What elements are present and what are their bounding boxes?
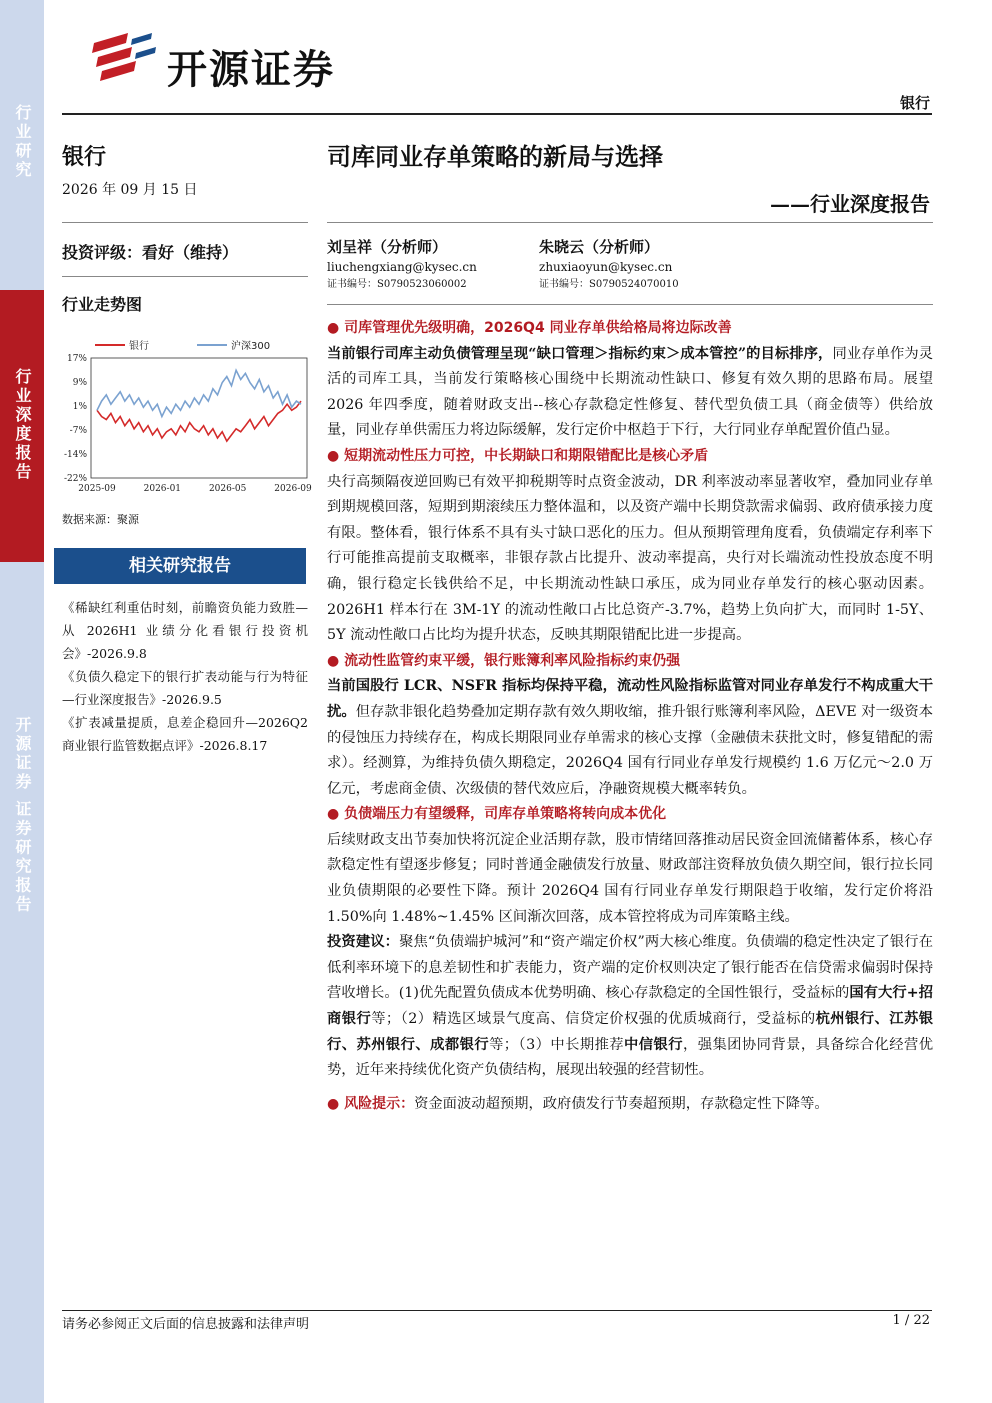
chart-source: 数据来源：聚源	[62, 513, 139, 526]
footer-divider	[62, 1310, 932, 1311]
section-heading: ● 流动性监管约束平缓，银行账簿利率风险指标约束仍强	[327, 652, 681, 669]
left-divider	[62, 222, 308, 223]
report-title: 司库同业存单策略的新局与选择	[327, 142, 663, 171]
investment-rating: 投资评级：看好（维持）	[62, 243, 239, 262]
section-paragraph: 后续财政支出节奏加快将沉淀企业活期存款，股市情绪回落推动居民资金回流储蓄体系，核心存款稳定性有望逐步修复；同时普通金融债发行放量、财政部注资释放负债久期空间，银行拉长同业负债期限的必要性下降。预计 2026Q4 国有行同业存单发行期限趋于收缩，发行定价将沿 1.50%向 1.48%~1.45% 区间渐次回落，成本管控将成为司库策略主线。	[327, 831, 933, 925]
section-paragraph: 央行高频隔夜逆回购已有效平抑税期等时点资金波动，DR 利率波动率显著收窄，叠加同业存单到期规模回落，短期到期滚续压力整体温和，以及资产端中长期贷款需求偏弱、政府债承接力度有限。整体看，银行体系不具有头寸缺口恶化的压力。但从预期管理角度看，负债端定存利率下行可能推高提前支取概率，非银存款占比提升、波动率提高，央行对长端流动性投放态度不明确，银行稳定长钱供给不足，中长期流动性缺口承压，成为同业存单发行的核心驱动因素。2026H1 样本行在 3M-1Y 的流动性敞口占比总资产-3.7%，趋势上负向扩大，而同时 1-5Y、5Y 流动性敞口占比均为提升状态，反映其期限错配比进一步提高。	[327, 473, 933, 644]
y-tick-label: 9%	[72, 378, 87, 388]
related-report-item[interactable]: 《稀缺红利重估时刻，前瞻资负能力致胜—从 2026H1 业绩分化看银行投资机会》-2026.9.8	[62, 600, 308, 661]
y-tick-label: -14%	[63, 450, 87, 460]
x-tick-label: 2025-09	[78, 484, 116, 494]
risk-warning: ● 风险提示：资金面波动超预期，政府债发行节奏超预期，存款稳定性下降等。	[327, 1095, 829, 1112]
y-tick-label: 17%	[66, 354, 87, 364]
related-report-item[interactable]: 《负债久稳定下的银行扩表动能与行为特征—行业深度报告》-2026.9.5	[62, 669, 308, 707]
section-heading: ● 司库管理优先级明确，2026Q4 同业存单供给格局将边际改善	[327, 320, 732, 336]
header-divider	[62, 113, 932, 115]
related-reports-header: 相关研究报告	[54, 548, 306, 584]
analyst-cert: 证书编号：S0790523060002	[327, 279, 467, 290]
series-line-bank	[97, 401, 301, 441]
brand-logo-icon	[88, 33, 160, 85]
right-divider	[327, 222, 933, 223]
analyst-name: 刘呈祥（分析师）	[327, 238, 448, 256]
y-tick-label: -22%	[63, 474, 87, 484]
investment-advice: 投资建议：聚焦“负债端护城河”和“资产端定价权”两大核心维度。负债端的稳定性决定了银行在低利率环境下的息差韧性和扩表能力，资产端的定价权则决定了银行能否在信贷需求偏弱时保持营收增长。(1)优先配置负债成本优势明确、核心存款稳定的全国性银行，受益标的国有大行+招商银行等；（2）精选区域景气度高、信贷定价权强的优质城商行，受益标的杭州银行、江苏银行、苏州银行、成都银行等；（3）中长期推荐中信银行，强集团协同背景，具备综合化经营优势，近年来持续优化资产负债结构，展现出较强的经营韧性。	[327, 934, 934, 1079]
industry-label: 银行	[62, 144, 107, 170]
rating-divider	[62, 276, 308, 277]
related-reports-list	[62, 596, 308, 757]
x-tick-label: 2026-05	[208, 484, 247, 494]
analyst-divider	[327, 304, 933, 305]
report-date: 2026 年 09 月 15 日	[62, 182, 198, 198]
trend-chart	[55, 332, 317, 502]
analyst-cert: 证书编号：S0790524070010	[539, 279, 679, 290]
y-tick-label: -7%	[69, 426, 87, 436]
report-subtitle: ——行业深度报告	[770, 192, 930, 216]
series-line-csi300	[97, 370, 301, 416]
sidebar-label-top: 行业研究	[13, 104, 32, 180]
section-heading: ● 负债端压力有望缓释，司库存单策略将转向成本优化	[327, 806, 667, 823]
sidebar	[0, 0, 44, 1403]
sidebar-label-middle: 行业深度报告	[13, 368, 32, 482]
related-report-item[interactable]: 《扩表减量提质，息差企稳回升—2026Q2 商业银行监管数据点评》-2026.8.17	[62, 715, 308, 753]
header-category: 银行	[899, 94, 930, 112]
analyst-email[interactable]: zhuxiaoyun@kysec.cn	[539, 260, 673, 274]
y-tick-label: 1%	[72, 402, 87, 412]
x-tick-label: 2026-01	[143, 484, 182, 494]
analyst-email[interactable]: liuchengxiang@kysec.cn	[327, 260, 477, 274]
x-tick-label: 2026-09	[274, 484, 312, 494]
legend-label: 沪深300	[231, 341, 271, 352]
analyst-1	[327, 236, 477, 294]
brand-name: 开源证券	[167, 47, 335, 93]
report-body	[327, 316, 933, 1117]
analyst-name: 朱晓云（分析师）	[539, 238, 660, 256]
trend-title: 行业走势图	[62, 295, 143, 314]
legend-label: 银行	[129, 341, 149, 352]
sidebar-label-bottom: 开源证券 证券研究报告	[13, 716, 32, 915]
section-paragraph: 当前银行司库主动负债管理呈现“缺口管理＞指标约束＞成本管控”的目标排序，同业存单作为灵活的司库工具，当前发行策略核心围绕中长期流动性缺口、修复有效久期的思路布局。展望 2026 年四季度，随着财政支出--核心存款稳定性修复、替代型负债工具（商金债等）供给放量，同业存单供需压力将边际缓解，发行定价中枢趋于下行，大行同业存单配置价值凸显。	[327, 345, 933, 439]
section-paragraph: 当前国股行 LCR、NSFR 指标均保持平稳，流动性风险指标监管对同业存单发行不构成重大干扰。但存款非银化趋势叠加定期存款有效久期收缩，推升银行账簿利率风险，ΔEVE 对一级资本的侵蚀压力持续存在，构成长期限同业存单需求的核心支撑（金融债未获批文时，修复错配的需求）。经测算，为维持负债久期稳定，2026Q4 国有行同业存单发行规模约 1.6 万亿元～2.0 万亿元，考虑商金债、次级债的替代效应后，净融资规模大概率转负。	[327, 678, 933, 797]
page-number: 1 / 22	[892, 1313, 930, 1328]
section-heading: ● 短期流动性压力可控，中长期缺口和期限错配比是核心矛盾	[327, 447, 709, 464]
footer-disclaimer[interactable]: 请务必参阅正文后面的信息披露和法律声明	[62, 1317, 310, 1332]
analyst-2	[539, 236, 679, 294]
